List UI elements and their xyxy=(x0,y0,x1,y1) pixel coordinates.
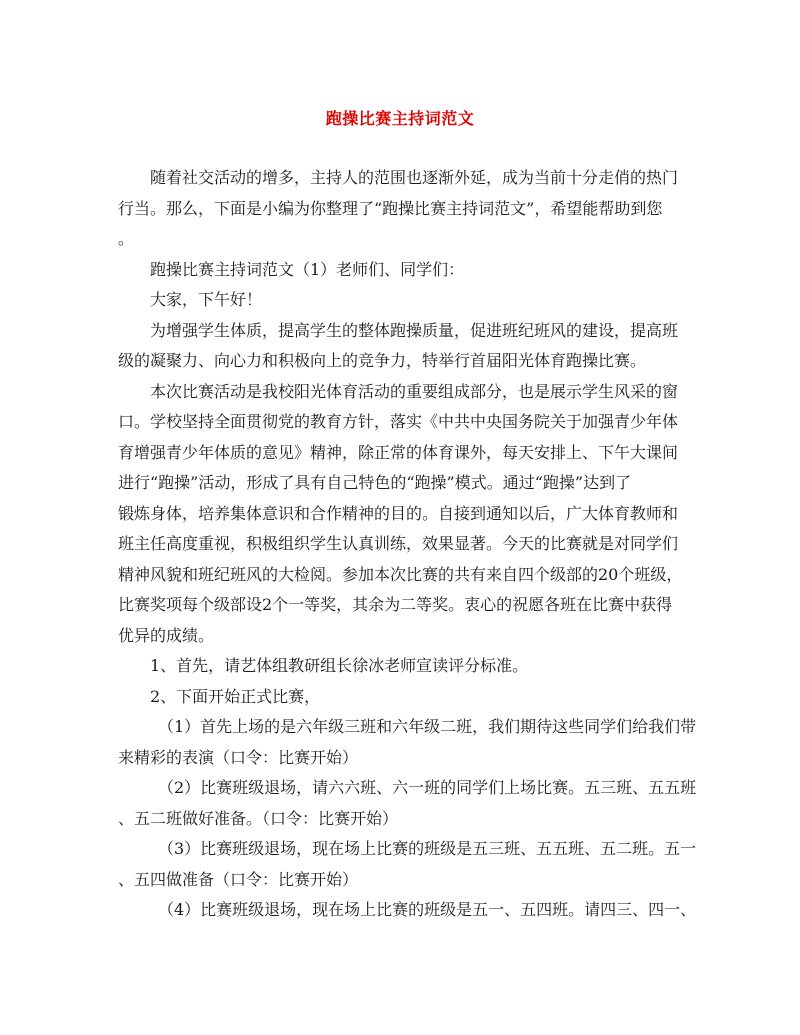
paragraph-line: 班主任高度重视，积极组织学生认真训练，效果显著。今天的比赛就是对同学们 xyxy=(118,534,679,553)
paragraph-line: 。 xyxy=(118,229,135,248)
paragraph-line: 、五四做准备（口令：比赛开始） xyxy=(118,869,359,889)
document-body xyxy=(118,163,697,926)
document-title: 跑操比赛主持词范文 xyxy=(325,109,475,128)
paragraph-line: （1）首先上场的是六年级三班和六年级二班，我们期待这些同学们给我们带 xyxy=(158,717,697,736)
paragraph-line: 、五二班做好准备。（口令：比赛开始） xyxy=(118,808,399,828)
paragraph-line: 级的凝聚力、向心力和积极向上的竞争力，特举行首届阳光体育跑操比赛。 xyxy=(118,351,647,370)
paragraph-line: 随着社交活动的增多，主持人的范围也逐渐外延，成为当前十分走俏的热门 xyxy=(150,168,679,187)
paragraph-line: （2）比赛班级退场，请六六班、六一班的同学们上场比赛。五三班、五五班 xyxy=(158,778,697,797)
paragraph-line: 优异的成绩。 xyxy=(118,625,215,645)
paragraph-line: 大家，下午好！ xyxy=(150,290,263,309)
paragraph-line: 育增强青少年体质的意见》精神，除正常的体育课外，每天安排上、下午大课间 xyxy=(118,442,679,462)
paragraph-line: 为增强学生体质，提高学生的整体跑操质量，促进班纪班风的建设，提高班 xyxy=(150,320,679,340)
paragraph-line: 行当。那么，下面是小编为你整理了“跑操比赛主持词范文”，希望能帮助到您 xyxy=(118,198,663,218)
paragraph-line: 2、下面开始正式比赛， xyxy=(150,686,321,706)
paragraph-line: 口。学校坚持全面贯彻党的教育方针，落实《中共中央国务院关于加强青少年体 xyxy=(118,412,679,431)
paragraph-line: 进行“跑操”活动，形成了具有自己特色的“跑操”模式。通过“跑操”达到了 xyxy=(118,473,632,492)
paragraph-line: 跑操比赛主持词范文（1）老师们、同学们： xyxy=(150,259,465,279)
paragraph-line: 比赛奖项每个级部设2个一等奖，其余为二等奖。衷心的祝愿各班在比赛中获得 xyxy=(118,595,673,614)
paragraph-line: 精神风貌和班纪班风的大检阅。参加本次比赛的共有来自四个级部的20个班级， xyxy=(118,564,683,584)
paragraph-line: 本次比赛活动是我校阳光体育活动的重要组成部分，也是展示学生风采的窗 xyxy=(150,381,679,401)
paragraph-line: 锻炼身体，培养集体意识和合作精神的目的。自接到通知以后，广大体育教师和 xyxy=(118,503,679,523)
paragraph-line: （4）比赛班级退场，现在场上比赛的班级是五一、五四班。请四三、四一、 xyxy=(158,900,697,919)
paragraph-line: 1、首先，请艺体组教研组长徐冰老师宣读评分标准。 xyxy=(150,656,529,675)
paragraph-line: 来精彩的表演（口令：比赛开始） xyxy=(118,747,359,767)
paragraph-line: （3）比赛班级退场，现在场上比赛的班级是五三班、五五班、五二班。五一 xyxy=(158,839,697,858)
